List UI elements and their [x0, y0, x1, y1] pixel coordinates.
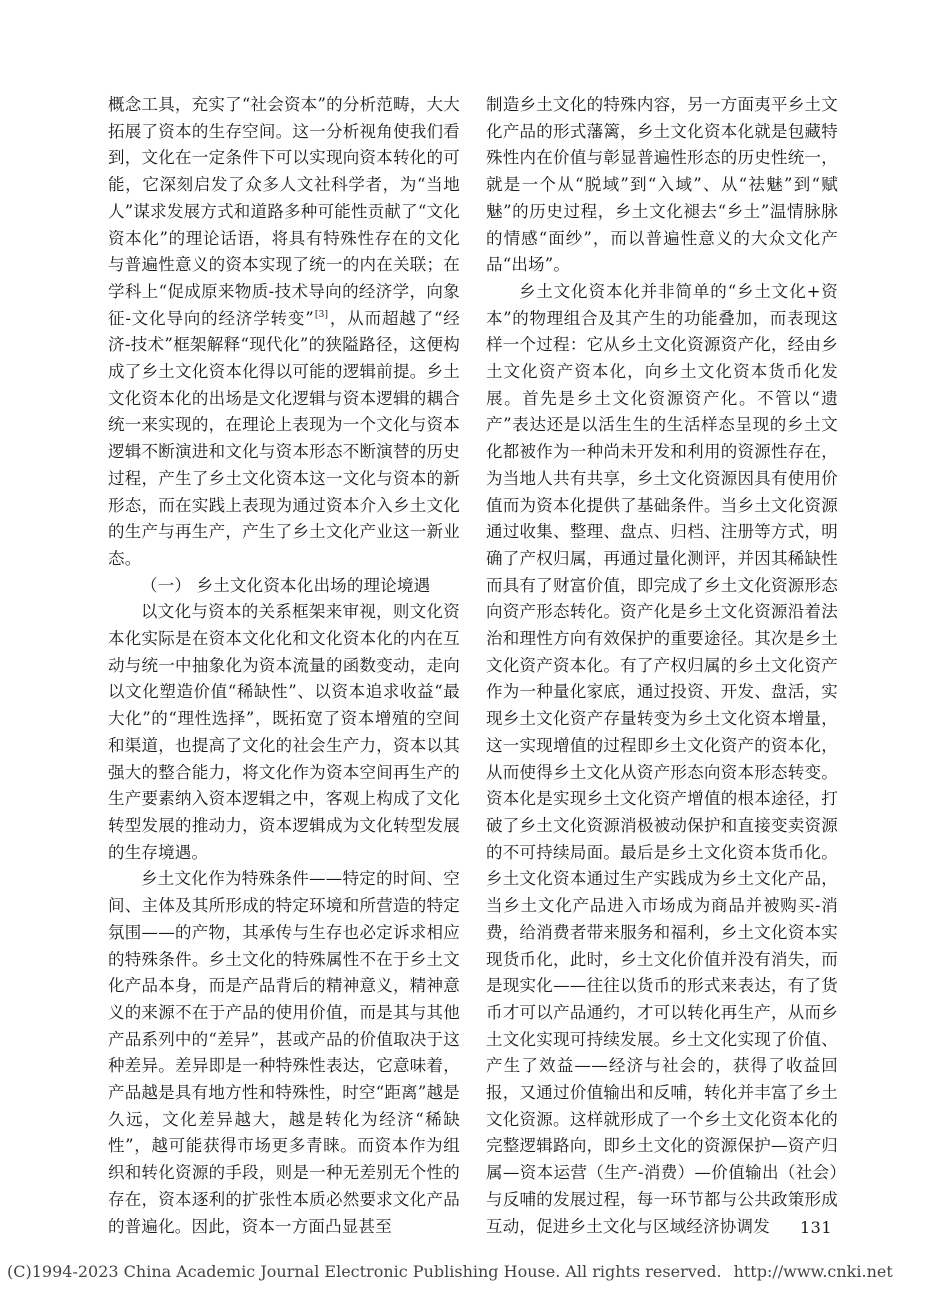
paragraph-continuation: [108, 92, 460, 573]
citation-reference: [3]: [314, 309, 329, 320]
paragraph-text: 概念工具，充实了“社会资本”的分析范畴，大大拓展了资本的生存空间。这一分析视角使我们看到，文化在一定条件下可以实现向资本转化的可能，它深刻启发了众多人文社科学者，为“当地人”谋求发展方式和道路多种可能性贡献了“文化资本化”的理论话语，将具有特殊性存在的文化与普遍性意义的资本实现了统一的内在关联；在学科上“促成原来物质-技术导向的经济学，向象征-文化导向的经济学转变”: [108, 95, 460, 328]
paragraph: 乡土文化资本化并非简单的“乡土文化+资本”的物理组合及其产生的功能叠加，而表现这样一个过程：它从乡土文化资源资产化，经由乡土文化资产资本化，向乡土文化资本货币化发展。首先是乡土文化资源资产化。不管以“遗产”表达还是以活生生的生活样态呈现的乡土文化都被作为一种尚未开发和利用的资源性存在，为当地人共有共享，乡土文化资源因具有使用价值而为资本化提供了基础条件。当乡土文化资源通过收集、整理、盘点、归档、注册等方式，明确了产权归属，再通过量化测评，并因其稀缺性而具有了财富价值，即完成了乡土文化资源形态向资产形态转化。资产化是乡土文化资源沿着法治和理性方向有效保护的重要途径。其次是乡土文化资产资本化。有了产权归属的乡土文化资产作为一种量化家底，通过投资、开发、盘活，实现乡土文化资产存量转变为乡土文化资本增量，这一实现增值的过程即乡土文化资产的资本化，从而使得乡土文化从资产形态向资本形态转变。资本化是实现乡土文化资产增值的根本途径，打破了乡土文化资源消极被动保护和直接变卖资源的不可持续局面。最后是乡土文化资本货币化。乡土文化资本通过生产实践成为乡土文化产品，当乡土文化产品进入市场成为商品并被购买-消费，给消费者带来服务和福利，乡土文化资本实现货币化，此时，乡土文化价值并没有消失，而是现实化——往往以货币的形式来表达，有了货币才可以产品通约，才可以转化再生产，从而乡土文化实现可持续发展。乡土文化实现了价值、产生了效益——经济与社会的，获得了收益回报，又通过价值输出和反哺，转化并丰富了乡土文化资源。这样就形成了一个乡土文化资本化的完整逻辑路向，即乡土文化的资源保护—资产归属—资本运营（生产-消费）—价值输出（社会）与反哺的发展过程，每一环节都与公共政策形成互动，促进乡土文化与区域经济协调发: [486, 281, 838, 1236]
paragraph: 乡土文化作为特殊条件——特定的时间、空间、主体及其所形成的特定环境和所营造的特定氛围——的产物，其承传与生存也必定诉求相应的特殊条件。乡土文化的特殊属性不在于乡土文化产品本身，而是产品背后的精神意义，精神意义的来源不在于产品的使用价值，而是其与其他产品系列中的“差异”，甚或产品的价值取决于这种差异。差异即是一种特殊性表达，它意味着，产品越是具有地方性和特殊性，时空“距离”越是久远，文化差异越大，越是转化为经济“稀缺性”，越可能获得市场更多青睐。而资本作为组织和转化资源的手段，则是一种无差别无个性的存在，资本逐利的扩张性本质必然要求文化产品的普遍化。因此，资本一方面凸显甚至: [108, 869, 460, 1236]
copyright-footer: [7, 1262, 907, 1281]
right-column: [486, 92, 838, 1240]
copyright-text: (C)1994-2023 China Academic Journal Electronic Publishing House. All rights reserved.: [7, 1262, 722, 1281]
footer-url[interactable]: http://www.cnki.net: [733, 1262, 893, 1281]
page-number: 131: [800, 1218, 833, 1237]
paragraph-continuation: 制造乡土文化的特殊内容，另一方面夷平乡土文化产品的形式藩篱，乡土文化资本化就是包藏特殊性内在价值与彰显普遍性形态的历史性统一，就是一个从“脱域”到“入域”、从“祛魅”到“赋魅”的历史过程，乡土文化褪去“乡土”温情脉脉的情感“面纱”，而以普遍性意义的大众文化产品“出场”。: [486, 95, 838, 275]
section-heading: （一） 乡土文化资本化出场的理论境遇: [141, 575, 431, 595]
paragraph: 以文化与资本的关系框架来审视，则文化资本化实际是在资本文化化和文化资本化的内在互动与统一中抽象化为资本流量的函数变动，走向以文化塑造价值“稀缺性”、以资本追求收益“最大化”的“理性选择”，既拓宽了资本增殖的空间和渠道，也提高了文化的社会生产力，资本以其强大的整合能力，将文化作为资本空间再生产的生产要素纳入资本逻辑之中，客观上构成了文化转型发展的推动力，资本逻辑成为文化转型发展的生存境遇。: [108, 602, 460, 862]
left-column: [108, 92, 460, 1240]
paragraph-text: ，从而超越了“经济-技术”框架解释“现代化”的狭隘路径，这便构成了乡土文化资本化得以可能的逻辑前提。乡土文化资本化的出场是文化逻辑与资本逻辑的耦合统一来实现的，在理论上表现为一个文化与资本逻辑不断演进和文化与资本形态不断演替的历史过程，产生了乡土文化资本这一文化与资本的新形态，而在实践上表现为通过资本介入乡土文化的生产与再生产，产生了乡土文化产业这一新业态。: [108, 308, 460, 568]
